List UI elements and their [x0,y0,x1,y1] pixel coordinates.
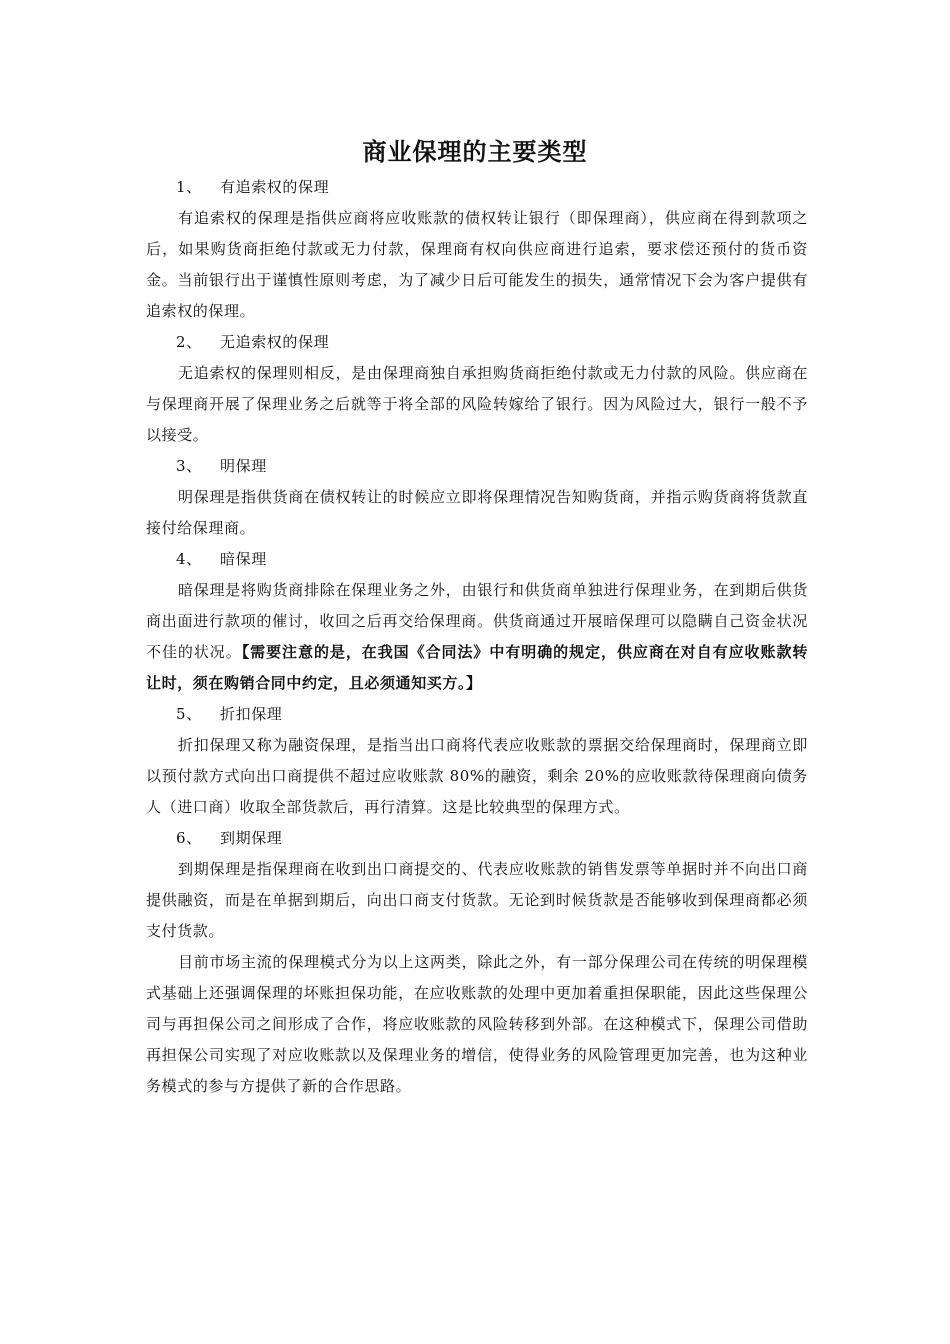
section-title: 明保理 [220,457,267,475]
paragraph-text: 暗保理是将购货商排除在保理业务之外，由银行和供货商单独进行保理业务，在到期后供货商出面进行款项的催讨，收回之后再交给保理商。供货商通过开展暗保理可以隐瞒自己资金状况不佳的状况。 [146,581,808,661]
section-paragraph-1: 有追索权的保理是指供应商将应收账款的债权转让银行（即保理商），供应商在得到款项之后，如果购货商拒绝付款或无力付款，保理商有权向供应商进行追索，要求偿还预付的货币资金。当前银行出于谨慎性原则考虑，为了减少日后可能发生的损失，通常情况下会为客户提供有追索权的保理。 [146,209,808,320]
section-paragraph-4 [146,575,808,699]
section-heading-4 [146,544,808,575]
document-body [146,172,808,1102]
section-title: 暗保理 [220,550,267,568]
section-number: 5、 [176,705,202,723]
section-number: 1、 [176,178,202,196]
section-paragraph-2: 无追索权的保理则相反，是由保理商独自承担购货商拒绝付款或无力付款的风险。供应商在与保理商开展了保理业务之后就等于将全部的风险转嫁给了银行。因为风险过大，银行一般不予以接受。 [146,364,808,444]
section-heading-5 [146,699,808,730]
conclusion-paragraph: 目前市场主流的保理模式分为以上这两类，除此之外，有一部分保理公司在传统的明保理模式基础上还强调保理的坏账担保功能，在应收账款的处理中更加着重担保职能，因此这些保理公司与再担保公司之间形成了合作，将应收账款的风险转移到外部。在这种模式下，保理公司借助再担保公司实现了对应收账款以及保理业务的增信，使得业务的风险管理更加完善，也为这种业务模式的参与方提供了新的合作思路。 [146,953,808,1095]
section-number: 4、 [176,550,202,568]
section-paragraph-6: 到期保理是指保理商在收到出口商提交的、代表应收账款的销售发票等单据时并不向出口商提供融资，而是在单据到期后，向出口商支付货款。无论到时候货款是否能够收到保理商都必须支付货款。 [146,860,808,940]
section-title: 有追索权的保理 [220,178,330,196]
section-title: 折扣保理 [220,705,283,723]
section-paragraph-3: 明保理是指供货商在债权转让的时候应立即将保理情况告知购货商，并指示购货商将货款直接付给保理商。 [146,488,808,537]
section-paragraph-5: 折扣保理又称为融资保理，是指当出口商将代表应收账款的票据交给保理商时，保理商立即以预付款方式向出口商提供不超过应收账款 80%的融资，剩余 20%的应收账款待保理商向债务人（进口商）收取全部货款后，再行清算。这是比较典型的保理方式。 [146,736,808,816]
bold-legal-note: 【需要注意的是，在我国《合同法》中有明确的规定，供应商在对自有应收账款转让时，须在购销合同中约定，且必须通知买方。】 [146,643,808,692]
section-number: 3、 [176,457,202,475]
section-heading-1 [146,172,808,203]
section-heading-6 [146,823,808,854]
section-title: 无追索权的保理 [220,333,330,351]
section-heading-2 [146,327,808,358]
document-title: 商业保理的主要类型 [362,137,588,166]
section-heading-3 [146,451,808,482]
section-title: 到期保理 [220,829,283,847]
section-number: 6、 [176,829,202,847]
section-number: 2、 [176,333,202,351]
